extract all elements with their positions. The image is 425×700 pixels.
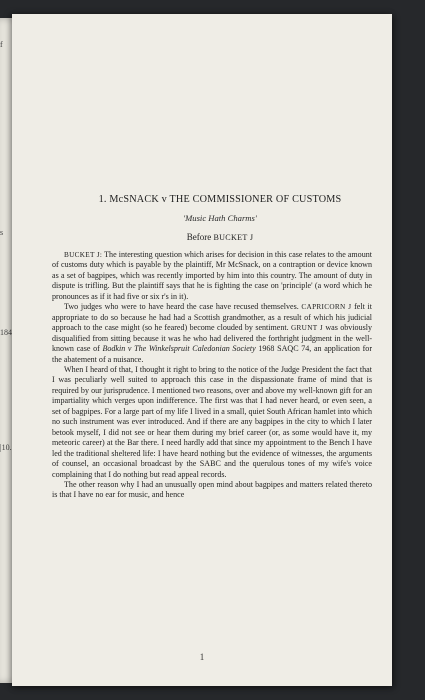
judge-grunt: GRUNT J [291,324,323,333]
judge-capricorn: CAPRICORN J [301,303,352,312]
paragraph-1: BUCKET J: The interesting question which arises for decision in this case relates to the amount of customs duty which is payable by the plaintiff, Mr McSnack, on a contraption or device known as a set of bagpipes, which was recently imported by him into this country. The amount of duty in dispute is trifling. But the plaintiff says that he is fighting the case on 'principle' (a word which he pronounces as if it had five or six r's in it). [52,250,372,301]
margin-note: |10. [0,443,12,452]
case-citation: Bodkin v The Winkelspruit Caledonian Society [102,344,256,354]
paragraph-2: Two judges who were to have heard the case have recused themselves. CAPRICORN J felt it appropriate to do so because he had had a Scottish grandmother, as a result of which his judicial approach to the case might (so he feared) become clouded by sentiment. GRUNT J was obviously disqualified from sitting because it was he who had delivered the forthright judgment in the well-known case of Bodkin v The Winkelspruit Caledonian Society 1968 SAQC 74, an application for the abatement of a nuisance. [52,302,372,364]
before-line [60,232,380,242]
margin-note: f [0,40,3,49]
speaker-judge: BUCKET J: [64,251,103,259]
judgment-body [52,250,372,501]
before-label: Before [186,232,212,242]
margin-note: s [0,228,4,237]
judge-name: BUCKET J [213,233,254,242]
case-subtitle: 'Music Hath Charms' [183,213,257,223]
paragraph-3: When I heard of that, I thought it right to bring to the notice of the Judge President the fact that I was peculiarly well suited to approach this case in the dispassionate frame of mind that is required by our jurisprudence. I mentioned two reasons, over and above my well-known gift for an impartiality which verges upon indifference. The first was that I had never heard, or even seen, a set of bagpipes. For a large part of my life I lived in a small, quiet South African hamlet into which no such instrument was ever introduced. And if there are any bagpipes in the city to which I later betook myself, I did not see or hear them during my brief career (or, as some would have it, my meteoric career) at the Bar there. I need hardly add that since my appointment to the Bench I have led the traditional sheltered life: I have heard nothing but the evidence of witnesses, the arguments of counsel, an occasional broadcast by the SABC and the querulous tones of my wife's voice complaining that I do nothing but read appeal records. [52,364,372,479]
page-number: 1 [199,652,205,662]
margin-note: 184 [0,328,12,337]
paragraph-4: The other reason why I had an unusually open mind about bagpipes and matters related thereto is that I have no ear for music, and hence [52,479,372,500]
case-title: 1. McSNACK v THE COMMISSIONER OF CUSTOMS [98,194,342,205]
book-page [12,14,392,686]
